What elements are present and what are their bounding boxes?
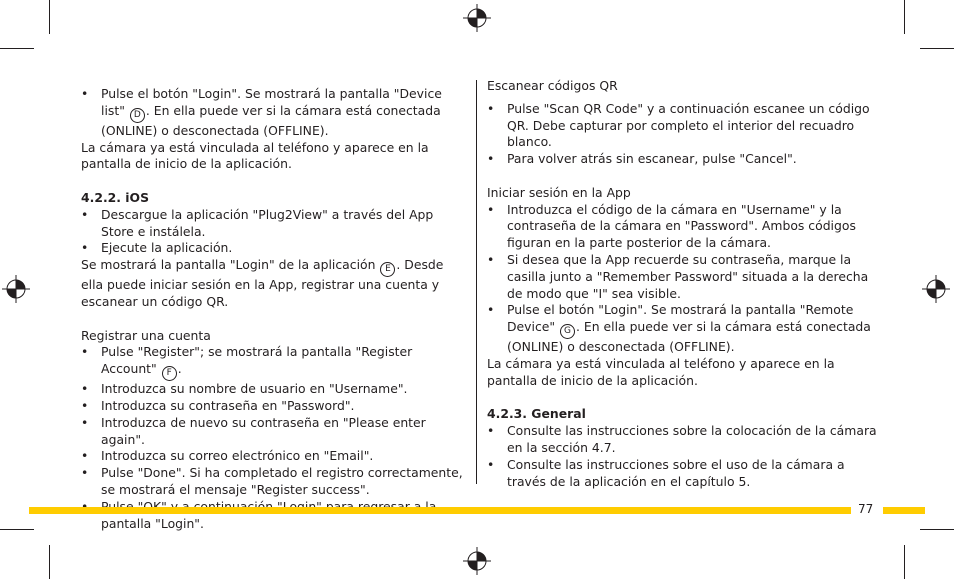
crop-mark (920, 529, 954, 530)
bullet-list (487, 423, 877, 490)
paragraph (81, 257, 466, 311)
right-column (487, 78, 877, 490)
list-item-text: Pulse "Register"; se mostrará la pantalla "Register Account" (101, 344, 413, 377)
screen-badge-e: E (380, 262, 395, 277)
list-item: • Descargue la aplicación "Plug2View" a través del App Store e instálela. (81, 207, 466, 241)
list-item: • Consulte las instrucciones sobre el uso de la cámara a través de la aplicación en el capítulo 5. (487, 457, 877, 491)
crop-mark (920, 48, 954, 49)
registration-mark-icon (922, 275, 950, 303)
bullet-list (81, 86, 466, 140)
paragraph-text: . Desde ella puede iniciar sesión en la App, registrar una cuenta y escanear un código QR. (81, 257, 444, 309)
section-heading-ios: 4.2.2. iOS (81, 189, 150, 205)
bullet-list (487, 202, 877, 356)
list-item: • Introduzca su nombre de usuario en "Username". (81, 381, 466, 398)
screen-badge-d: D (130, 108, 145, 123)
screen-badge-f: F (162, 366, 177, 381)
crop-mark (904, 545, 905, 579)
crop-mark (0, 48, 34, 49)
registration-mark-icon (463, 4, 491, 32)
list-item: • Pulse "Done". Si ha completado el registro correctamente, se mostrará el mensaje "Register success". (81, 465, 466, 499)
list-item: • Ejecute la aplicación. (81, 240, 466, 257)
list-item: • Introduzca el código de la cámara en "Username" y la contraseña de la cámara en "Password". Ambos códigos figuran en la parte posterior de la cámara. (487, 202, 877, 252)
list-item-text: . En ella puede ver si la cámara está conectada (ONLINE) o desconectada (OFFLINE). (507, 319, 871, 355)
list-item (487, 302, 877, 356)
list-item (81, 86, 466, 140)
footer-accent-bar (883, 507, 925, 514)
list-item-text: Pulse el botón "Login". Se mostrará la pantalla "Device list" (101, 86, 442, 118)
subheading-login: Iniciar sesión en la App (487, 184, 631, 200)
list-item: • Introduzca su correo electrónico en "Email". (81, 448, 466, 465)
list-item: • Introduzca de nuevo su contraseña en "Please enter again". (81, 415, 466, 449)
registration-mark-icon (2, 275, 30, 303)
bullet-list (81, 344, 466, 532)
list-item: • pantalla "Login". (81, 499, 466, 533)
registration-mark-icon (463, 547, 491, 575)
page-number: 77 (858, 502, 874, 516)
subheading-register: Registrar una cuenta (81, 327, 211, 343)
crop-mark (49, 0, 50, 34)
list-item: • Si desea que la App recuerde su contraseña, marque la casilla junto a "Remember Password" situada a la derecha de modo que "I" sea visible. (487, 252, 877, 302)
list-item: • Para volver atrás sin escanear, pulse "Cancel". (487, 151, 877, 168)
column-divider (476, 80, 477, 484)
bullet-list (81, 207, 466, 257)
section-heading-general: 4.2.3. General (487, 406, 586, 422)
list-item: • Consulte las instrucciones sobre la colocación de la cámara en la sección 4.7. (487, 423, 877, 457)
list-item (81, 344, 466, 381)
paragraph-text: Se mostrará la pantalla "Login" de la aplicación (81, 257, 376, 273)
list-item: • Pulse "Scan QR Code" y a continuación escanee un código QR. Debe capturar por completo el interior del recuadro blanco. (487, 101, 877, 151)
left-column (81, 78, 466, 532)
list-item-text: . (177, 361, 182, 377)
paragraph: La cámara ya está vinculada al teléfono y aparece en la pantalla de inicio de la aplicación. (81, 139, 429, 172)
bullet-list (487, 101, 877, 168)
crop-mark (904, 0, 905, 34)
list-item: • Introduzca su contraseña en "Password". (81, 398, 466, 415)
footer-accent-bar (29, 507, 851, 514)
paragraph: La cámara ya está vinculada al teléfono y aparece en la pantalla de inicio de la aplicación. (487, 355, 835, 388)
screen-badge-g: G (560, 324, 575, 339)
crop-mark (0, 529, 34, 530)
list-item-text: . En ella puede ver si la cámara está conectada (ONLINE) o desconectada (OFFLINE). (101, 102, 441, 138)
list-item-text: Pulse el botón "Login". Se mostrará la pantalla "Remote Device" (507, 302, 854, 335)
subheading-qr: Escanear códigos QR (487, 78, 618, 93)
crop-mark (49, 545, 50, 579)
